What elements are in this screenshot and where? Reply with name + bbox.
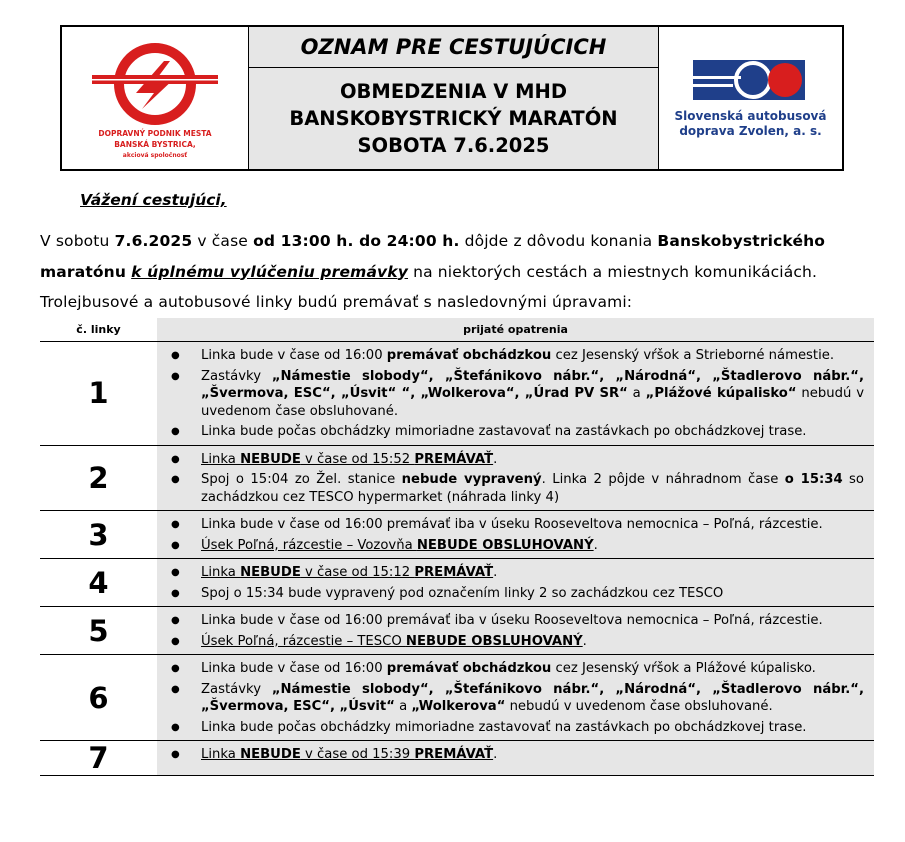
line-measures — [157, 741, 874, 775]
measure-text-segment: . — [493, 565, 498, 580]
measure-item — [171, 516, 864, 534]
table-body — [40, 342, 874, 776]
sad-name-line-2: doprava Zvolen, a. s. — [679, 124, 822, 138]
measure-text-segment: NEBUDE OBSLUHOVANÝ — [405, 633, 583, 649]
measure-text — [201, 585, 864, 603]
bullet-icon: ● — [171, 615, 180, 626]
bullet-icon: ● — [171, 635, 180, 647]
measure-item — [171, 633, 864, 651]
table-row — [40, 559, 874, 607]
intro-time: od 13:00 h. do 24:00 h. — [253, 232, 460, 250]
measure-text-segment: . — [493, 747, 498, 762]
measure-text — [201, 660, 864, 678]
measure-text — [201, 681, 864, 716]
measure-text-segment: . — [593, 537, 598, 553]
notice-header — [60, 25, 844, 171]
measure-text-segment: Zastávky — [201, 368, 272, 384]
measure-text-segment: Zastávky — [201, 681, 272, 697]
notice-title: OZNAM PRE CESTUJÚCICH — [249, 27, 658, 68]
measure-text — [201, 347, 864, 365]
measure-text-segment: o 15:34 — [784, 472, 843, 487]
measure-text-segment: PREMÁVAŤ — [414, 565, 494, 580]
measure-text-segment: nebude vypravený — [401, 472, 542, 487]
measure-item — [171, 471, 864, 506]
measure-text-segment: nebudú v uvedenom čase obsluhované. — [201, 386, 865, 419]
bullet-icon: ● — [171, 539, 180, 551]
measure-text-segment: Linka bude v čase od 16:00 — [201, 348, 387, 363]
dpmb-company-type: akciová spoločnosť — [122, 152, 188, 159]
intro-text-3: dôjde z dôvodu konania — [459, 232, 658, 250]
measure-text-segment: a — [394, 699, 412, 714]
measure-text — [201, 612, 864, 630]
dpmb-name-line: DOPRAVNÝ PODNIK MESTA — [98, 129, 212, 138]
line-measures — [157, 607, 874, 654]
measure-text — [201, 451, 864, 469]
table-row — [40, 655, 874, 741]
measure-item — [171, 451, 864, 469]
measure-text-segment: NEBUDE — [240, 451, 301, 467]
subtitle-line-2: BANSKOBYSTRICKÝ MARATÓN — [289, 107, 618, 130]
dpmb-logo — [62, 27, 249, 169]
measure-text-segment: v čase od 15:39 — [300, 747, 415, 762]
measure-text-segment: Spoj o 15:04 zo Žel. stanice — [201, 472, 402, 487]
line-number: 1 — [88, 376, 109, 411]
table-row — [40, 607, 874, 655]
bullet-icon: ● — [171, 663, 180, 674]
measure-text-segment: PREMÁVAŤ — [414, 747, 494, 762]
measure-text-segment: „Námestie slobody“, „Štefánikovo nábr.“, „Národná“, „Štadlerovo nábr.“, „Švermova, ESC“, „Úsvit“ “, „Wolkerova“, „Úrad PV SR“ — [201, 368, 864, 401]
greeting: Vážení cestujúci, — [80, 191, 227, 209]
measure-text-segment: cez Jesenský vŕšok a Strieborné námestie. — [551, 348, 835, 363]
measure-text-segment: v čase od 15:52 — [300, 451, 415, 467]
line-number: 3 — [88, 517, 109, 552]
measure-text — [201, 719, 864, 737]
table-row — [40, 342, 874, 446]
measure-text-segment: . — [582, 633, 587, 649]
measure-text-segment: Linka bude počas obchádzky mimoriadne zastavovať na zastávkach po obchádzkovej trase. — [201, 719, 807, 735]
measure-text-segment: Úsek Poľná, rázcestie – Vozovňa — [201, 537, 417, 553]
measure-text — [201, 368, 864, 421]
intro-text-1: V sobotu — [40, 232, 115, 250]
measure-item — [171, 612, 864, 630]
bullet-icon: ● — [171, 350, 180, 361]
line-number: 6 — [88, 680, 109, 715]
measure-text-segment: so zachádzkou cez TESCO hypermarket (náhrada linky 4) — [201, 472, 864, 505]
measure-text — [201, 564, 864, 582]
measure-text — [201, 423, 864, 441]
header-measures: prijaté opatrenia — [157, 318, 874, 342]
measure-text-segment: Linka bude počas obchádzky mimoriadne zastavovať na zastávkach po obchádzkovej trase. — [201, 424, 807, 439]
measure-text — [201, 746, 864, 764]
measure-text-segment: premávať obchádzkou — [386, 661, 552, 676]
table-row — [40, 511, 874, 559]
bullet-icon: ● — [171, 721, 180, 733]
measure-text-segment: NEBUDE — [240, 747, 301, 762]
measure-item — [171, 537, 864, 555]
subtitle-line-3: SOBOTA 7.6.2025 — [357, 134, 550, 157]
measure-text-segment: nebudú v uvedenom čase obsluhované. — [505, 699, 773, 714]
line-measures — [157, 559, 874, 606]
measure-text-segment: Linka — [201, 451, 241, 467]
measure-item — [171, 585, 864, 603]
bullet-icon: ● — [171, 567, 180, 578]
sad-name-line-1: Slovenská autobusová — [674, 109, 827, 123]
bullet-icon: ● — [171, 370, 180, 382]
measure-text-segment: Spoj o 15:34 bude vypravený pod označením linky 2 so zachádzkou cez TESCO — [201, 585, 724, 601]
measure-text-segment: Úsek Poľná, rázcestie – TESCO — [201, 633, 406, 649]
intro-text-5: na niektorých cestách a miestnych komunikáciách. Trolejbusové a autobusové linky budú premávať s nasledovnými úpravami: — [40, 262, 818, 311]
dpmb-city-line: BANSKÁ BYSTRICA, — [114, 140, 196, 149]
line-measures — [157, 342, 874, 445]
subtitle-line-1: OBMEDZENIA V MHD — [339, 80, 568, 103]
measure-text — [201, 537, 864, 555]
intro-date: 7.6.2025 — [114, 232, 193, 250]
measure-item — [171, 368, 864, 421]
measures-table — [40, 318, 874, 776]
measure-item — [171, 719, 864, 737]
measure-text-segment: Linka — [201, 747, 241, 762]
intro-event: Banskobystrického maratónu — [40, 232, 826, 281]
measure-item — [171, 423, 864, 441]
measure-text-segment: a — [627, 386, 646, 401]
line-measures — [157, 511, 874, 558]
measure-item — [171, 660, 864, 678]
line-measures — [157, 446, 874, 511]
measure-text-segment: PREMÁVAŤ — [414, 451, 494, 467]
line-number: 7 — [88, 741, 109, 775]
dpmb-emblem-icon — [92, 41, 218, 127]
table-header — [40, 318, 874, 342]
measure-text — [201, 471, 864, 506]
measure-text-segment: Linka — [201, 565, 241, 580]
measure-item — [171, 347, 864, 365]
header-line-number: č. linky — [40, 318, 157, 342]
line-number: 2 — [88, 460, 109, 495]
measure-text-segment: „Plážové kúpalisko“ — [645, 386, 797, 401]
measure-text-segment: . — [493, 451, 498, 467]
measure-text-segment: „Wolkerova“ — [411, 699, 506, 714]
measure-item — [171, 681, 864, 716]
line-measures — [157, 655, 874, 740]
measure-text — [201, 516, 864, 534]
bullet-icon: ● — [171, 587, 180, 599]
intro-paragraph — [40, 226, 872, 318]
measure-text-segment: Linka bude v čase od 16:00 — [201, 661, 387, 676]
line-number: 4 — [88, 565, 109, 600]
measure-text-segment: . Linka 2 pôjde v náhradnom čase — [541, 472, 785, 487]
measure-text — [201, 633, 864, 651]
bullet-icon: ● — [171, 453, 180, 465]
measure-text-segment: NEBUDE OBSLUHOVANÝ — [416, 537, 594, 553]
bullet-icon: ● — [171, 426, 180, 437]
measure-text-segment: cez Jesenský vŕšok a Plážové kúpalisko. — [551, 661, 816, 676]
bullet-icon: ● — [171, 683, 180, 695]
table-row — [40, 446, 874, 512]
table-row — [40, 741, 874, 776]
intro-text-2: v čase — [192, 232, 254, 250]
measure-item — [171, 746, 864, 764]
measure-text-segment: Linka bude v čase od 16:00 premávať iba v úseku Rooseveltova nemocnica – Poľná, rázcestie. — [201, 517, 823, 532]
sad-emblem-icon — [693, 60, 805, 100]
measure-text-segment: Linka bude v čase od 16:00 premávať iba v úseku Rooseveltova nemocnica – Poľná, rázcestie. — [201, 613, 823, 628]
measure-text-segment: premávať obchádzkou — [386, 348, 552, 363]
bullet-icon: ● — [171, 749, 180, 760]
notice-subtitle — [249, 68, 658, 169]
measure-text-segment: „Námestie slobody“, „Štefánikovo nábr.“, „Národná“, „Štadlerovo nábr.“, „Švermova, ESC“, „Úsvit“ — [201, 681, 864, 714]
sad-logo — [658, 27, 842, 169]
line-number: 5 — [88, 613, 109, 648]
measure-item — [171, 564, 864, 582]
intro-reason: k úplnému vylúčeniu premávky — [131, 262, 409, 281]
bullet-icon: ● — [171, 519, 180, 530]
measure-text-segment: v čase od 15:12 — [300, 565, 415, 580]
bullet-icon: ● — [171, 474, 180, 485]
measure-text-segment: NEBUDE — [240, 565, 301, 580]
